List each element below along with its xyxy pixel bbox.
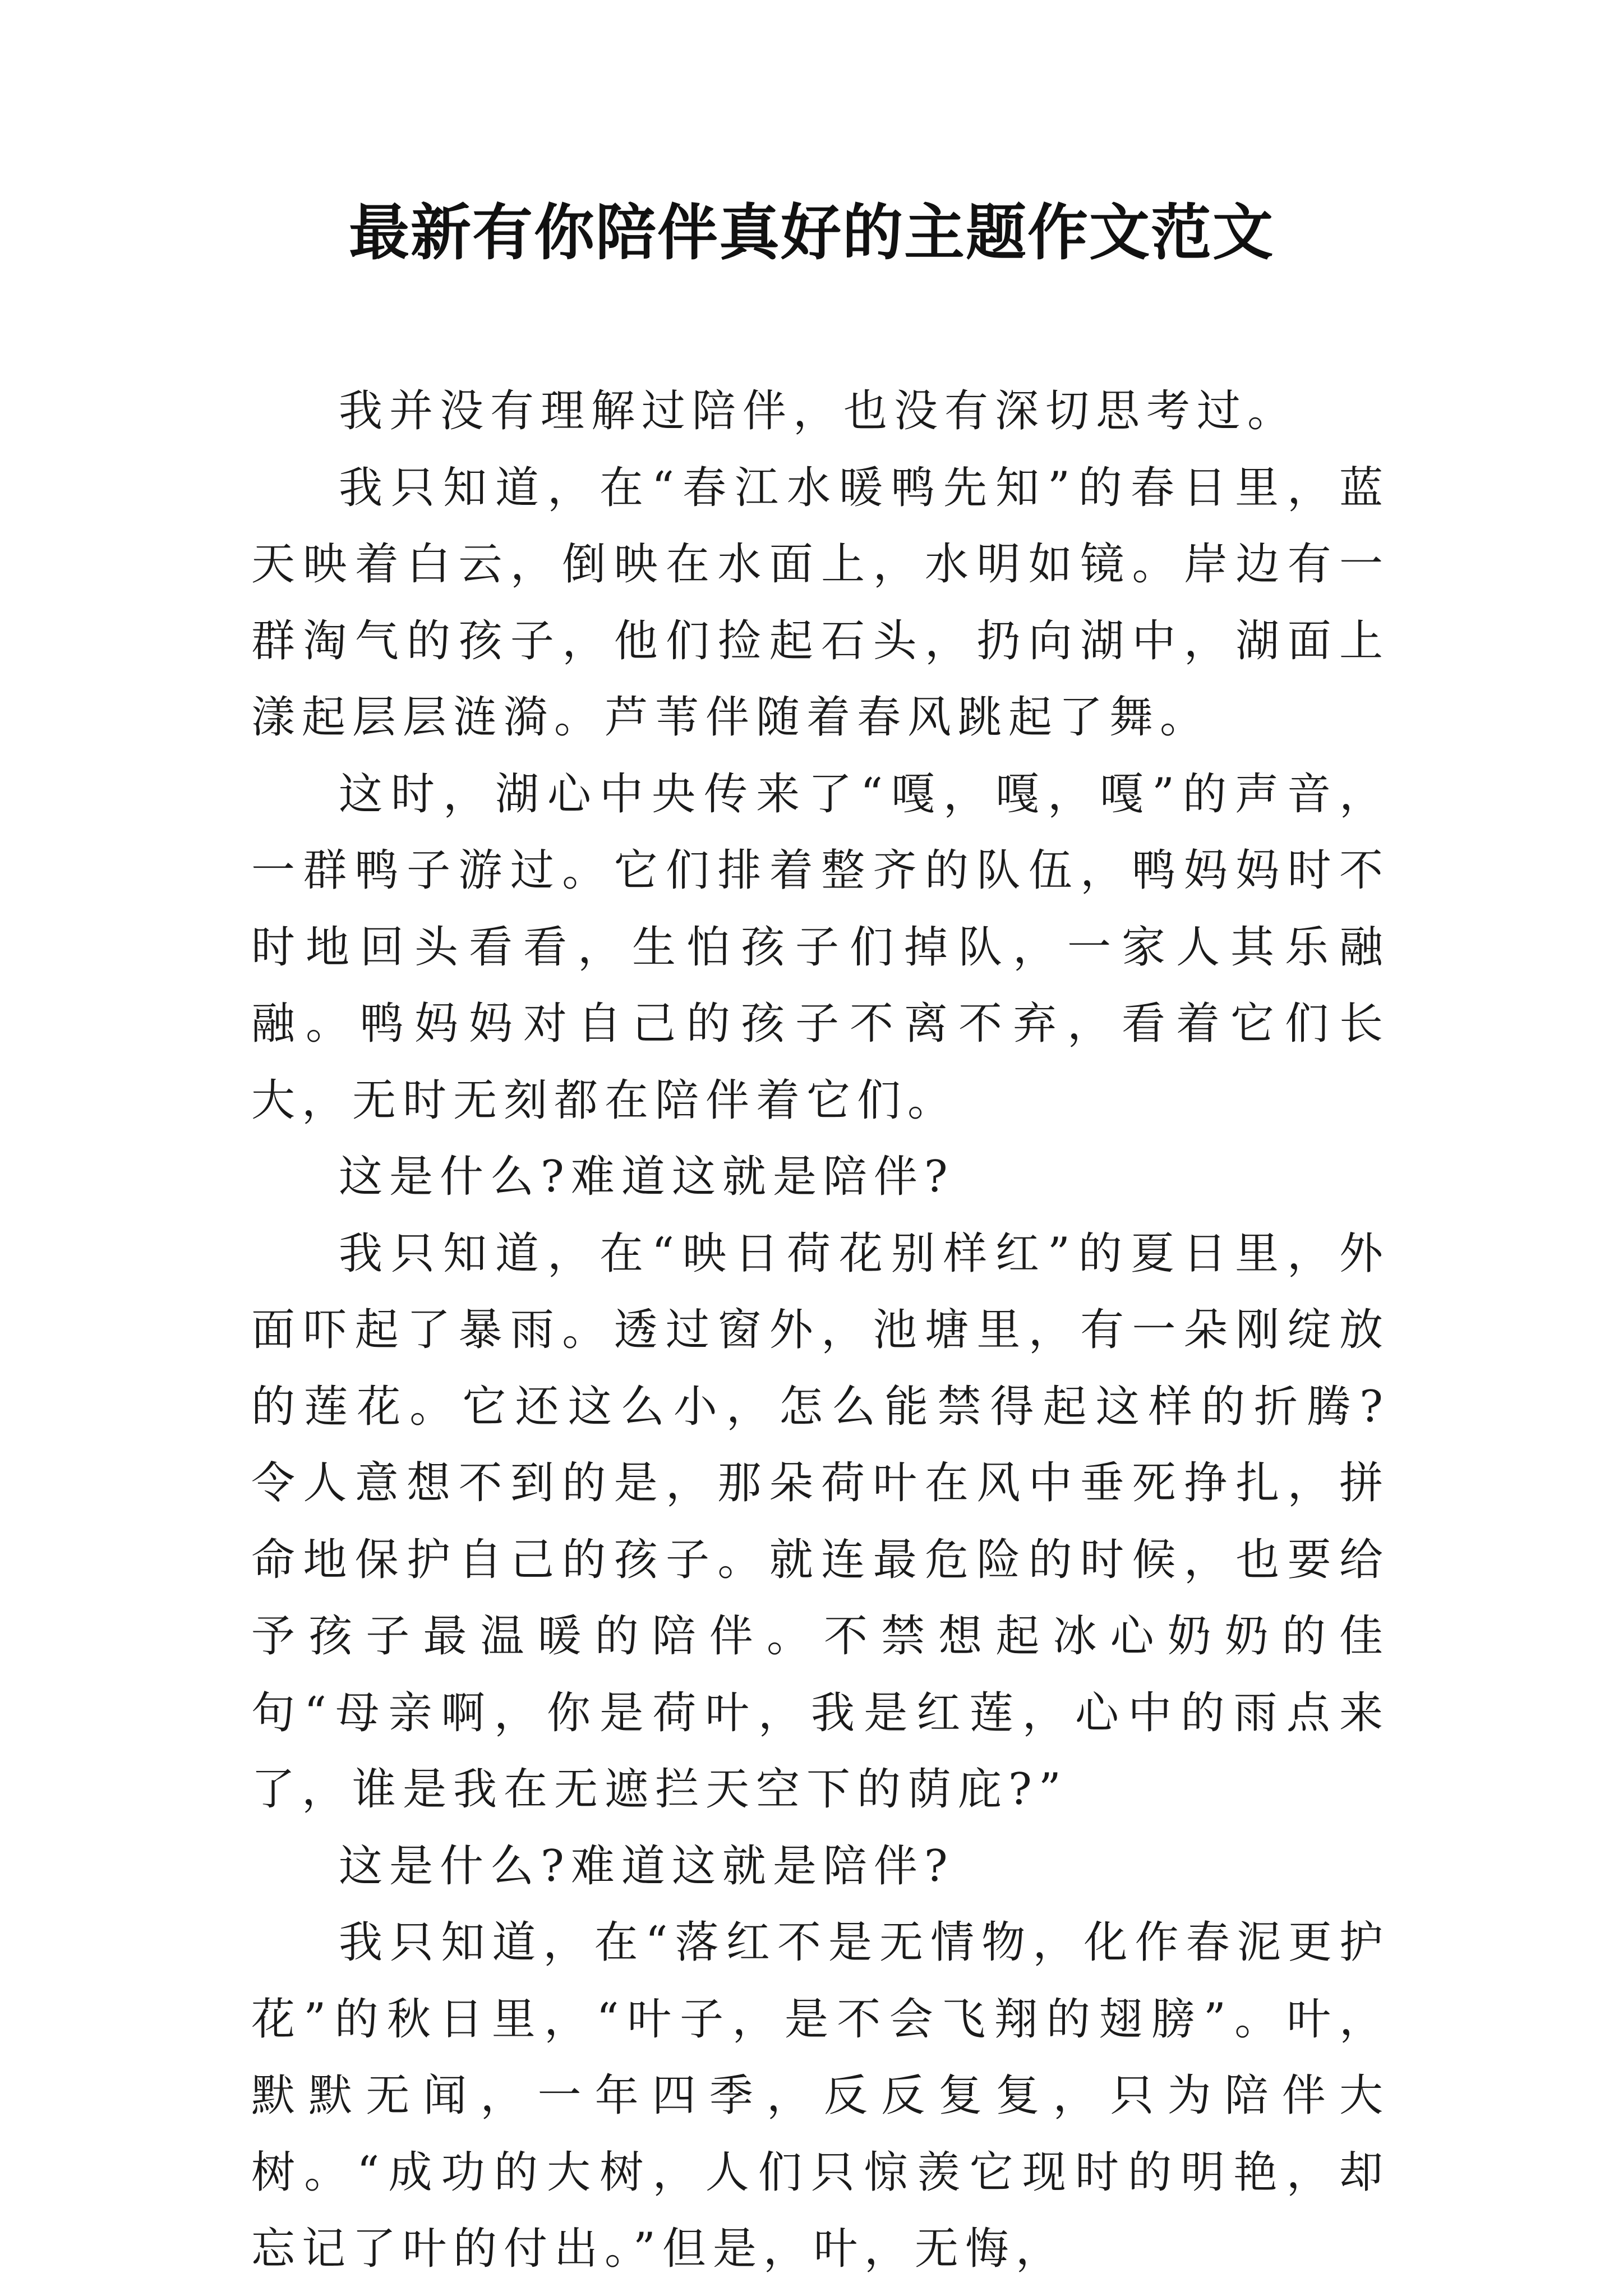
paragraph: 我只知道，在“映日荷花别样红”的夏日里，外面吓起了暴雨。透过窗外，池塘里，有一朵刚绽放的莲花。它还这么小，怎么能禁得起这样的折腾?令人意想不到的是，那朵荷叶在风中垂死挣扎，拼命地保护自己的孩子。就连最危险的时候，也要给予孩子最温暖的陪伴。不禁想起冰心奶奶的佳句“母亲啊，你是荷叶，我是红莲，心中的雨点来了，谁是我在无遮拦天空下的荫庇?”	[251, 1228, 1390, 1815]
document-title: 最新有你陪伴真好的主题作文范文	[348, 197, 1274, 268]
paragraph: 这时，湖心中央传来了“嘎，嘎，嘎”的声音，一群鸭子游过。它们排着整齐的队伍，鸭妈妈时不时地回头看看，生怕孩子们掉队，一家人其乐融融。鸭妈妈对自己的孩子不离不弃，看着它们长大，无时无刻都在陪伴着它们。	[251, 769, 1390, 1126]
document-body	[251, 373, 1390, 2288]
paragraph: 我只知道，在“落红不是无情物，化作春泥更护花”的秋日里，“叶子，是不会飞翔的翅膀”。叶，默默无闻，一年四季，反反复复，只为陪伴大树。“成功的大树，人们只惊羡它现时的明艳，却忘记了叶的付出。”但是，叶，无悔，	[251, 1917, 1390, 2274]
paragraph: 这是什么?难道这就是陪伴?	[339, 1152, 955, 1202]
paragraph: 我只知道，在“春江水暖鸭先知”的春日里，蓝天映着白云，倒映在水面上，水明如镜。岸边有一群淘气的孩子，他们捡起石头，扔向湖中，湖面上漾起层层涟漪。芦苇伴随着春风跳起了舞。	[251, 462, 1390, 743]
paragraph: 我并没有理解过陪伴，也没有深切思考过。	[339, 386, 1298, 436]
paragraph: 这是什么?难道这就是陪伴?	[339, 1841, 955, 1892]
